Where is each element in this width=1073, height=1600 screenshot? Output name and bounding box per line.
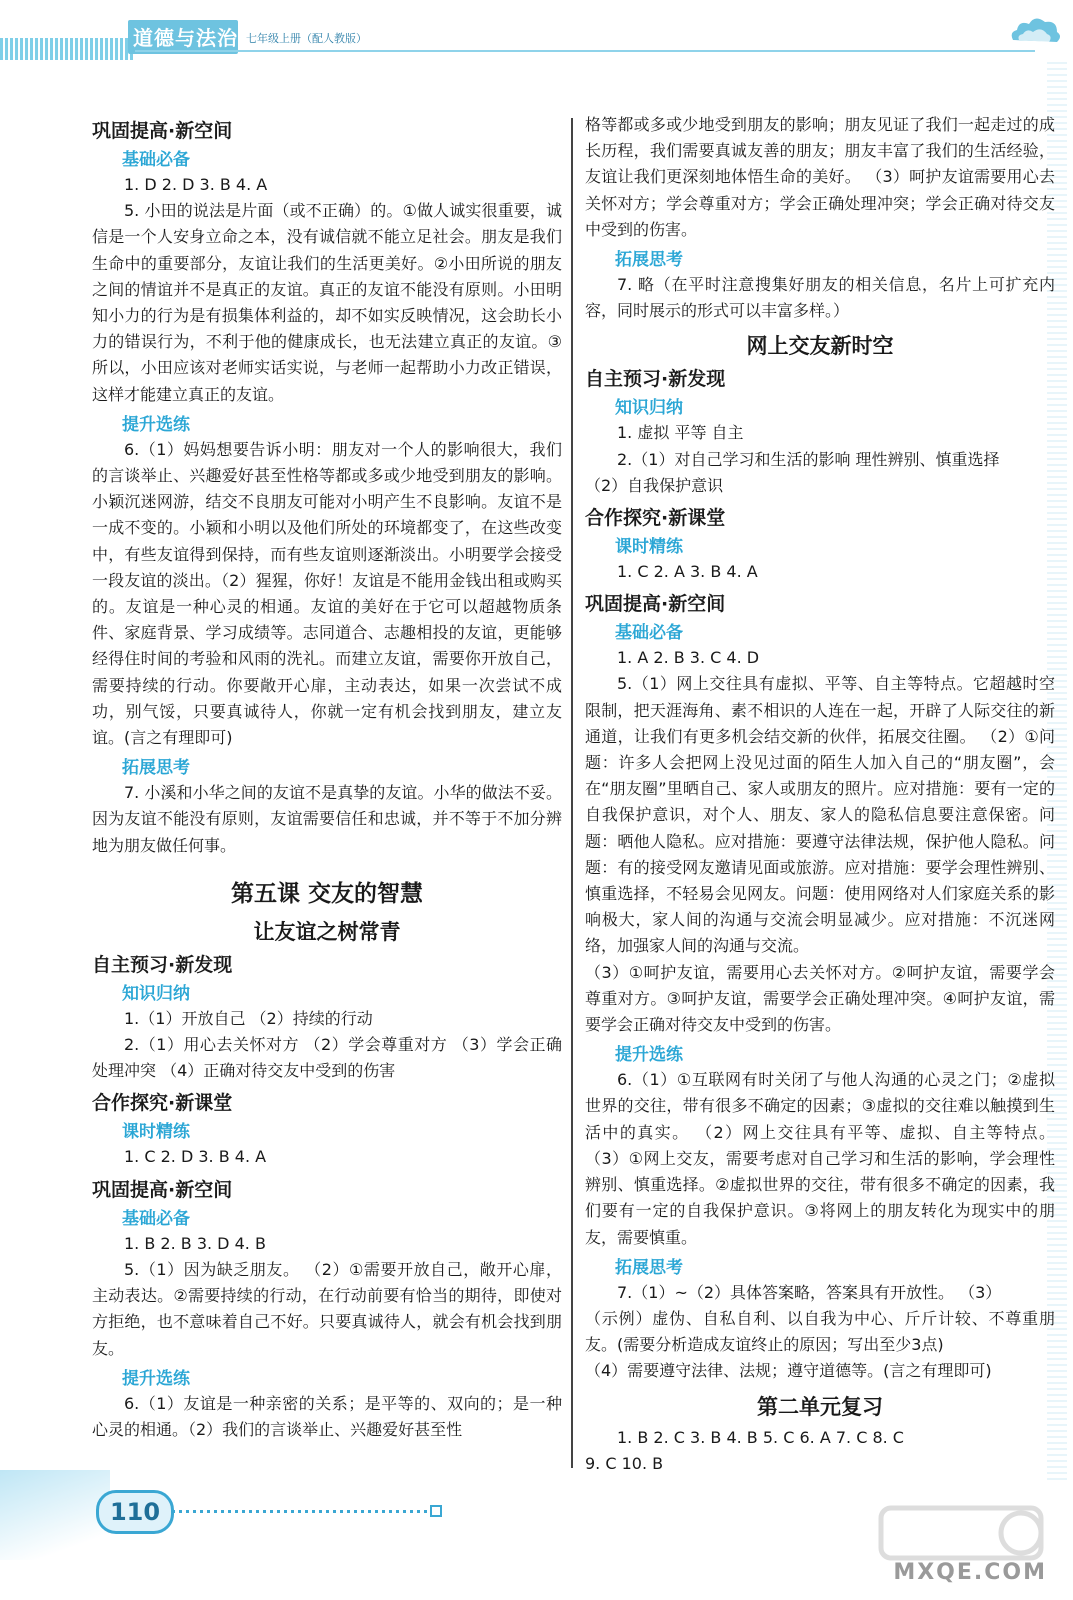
answer-paragraph: 1.（1）开放自己 （2）持续的行动 xyxy=(124,1008,373,1028)
subsection-heading: 知识归纳 xyxy=(122,983,190,1004)
answer-paragraph: 1. C 2. A 3. B 4. A xyxy=(617,562,758,582)
answer-paragraph: 格等都或多或少地受到朋友的影响；朋友见证了我们一起走过的成长历程，我们需要真诚友善的朋友；朋友丰富了我们的生活经验，友谊让我们更深刻地体悟生命的美好。 （3）呵护友谊需要用心去关怀对方；学会尊重对方；学会正确处理冲突；学会正确对待交友中受到的伤害。 xyxy=(585,115,1055,239)
header-stripes xyxy=(0,38,135,60)
subsection-heading: 课时精练 xyxy=(615,537,683,558)
section-heading: 巩固提高·新空间 xyxy=(92,1178,233,1201)
section-heading: 巩固提高·新空间 xyxy=(585,593,726,616)
answer-paragraph: （3）①呵护友谊，需要用心去关怀对方。②呵护友谊，需要学会尊重对方。③呵护友谊，需要学会正确处理冲突。④呵护友谊，需要学会正确对待交友中受到的伤害。 xyxy=(585,962,1055,1035)
section-heading: 合作探究·新课堂 xyxy=(92,1092,233,1115)
topic-title: 网上交友新时空 xyxy=(746,334,894,359)
answer-paragraph: 7. 略（在平时注意搜集好朋友的相关信息，名片上可扩充内容，同时展示的形式可以丰富多样。） xyxy=(585,275,1055,321)
subsection-heading: 提升选练 xyxy=(615,1045,683,1066)
subsection-heading: 基础必备 xyxy=(122,150,190,170)
page-number: 110 xyxy=(96,1490,174,1534)
answer-paragraph: 9. C 10. B xyxy=(585,1453,664,1473)
book-subtitle: 七年级上册（配人教版） xyxy=(246,32,367,45)
answer-paragraph: 5.（1）因为缺乏朋友。 （2）①需要开放自己，敞开心扉，主动表达。②需要持续的行动，在行动前要有恰当的期待，即使对方拒绝，也不意味着自己不好。只要真诚待人，就会有机会找到朋友。 xyxy=(92,1259,562,1358)
subsection-heading: 课时精练 xyxy=(122,1122,190,1143)
book-title: 道德与法治 xyxy=(133,26,238,50)
answer-paragraph: 1. 虚拟 平等 自主 xyxy=(617,423,744,443)
answer-paragraph: （2）自我保护意识 xyxy=(585,475,724,495)
page-header xyxy=(0,0,1073,70)
answer-paragraph: 1. C 2. D 3. B 4. A xyxy=(124,1147,267,1167)
topic-title: 第二单元复习 xyxy=(757,1394,883,1419)
section-heading: 自主预习·新发现 xyxy=(585,368,726,391)
answer-paragraph: 7.（1）~（2）具体答案略，答案具有开放性。 （3） xyxy=(617,1282,1002,1302)
answer-paragraph: 7. 小溪和小华之间的友谊不是真挚的友谊。小华的做法不妥。因为友谊不能没有原则，友谊需要信任和忠诚，并不等于不加分辨地为朋友做任何事。 xyxy=(92,783,562,855)
header-rule xyxy=(135,50,1035,52)
cloud-icon xyxy=(1005,10,1065,50)
watermark-text: MXQE.COM xyxy=(893,1560,1047,1585)
lesson-title: 第五课 交友的智慧 xyxy=(230,880,423,907)
answer-paragraph: 1. D 2. D 3. B 4. A xyxy=(124,175,268,194)
answer-paragraph: 6.（1）友谊是一种亲密的关系；是平等的、双向的；是一种心灵的相通。（2）我们的言谈举止、兴趣爱好甚至性 xyxy=(92,1393,562,1439)
subsection-heading: 基础必备 xyxy=(615,623,683,644)
answer-paragraph: 1. A 2. B 3. C 4. D xyxy=(617,648,760,668)
subsection-heading: 拓展思考 xyxy=(615,250,683,271)
section-heading: 合作探究·新课堂 xyxy=(585,507,726,530)
answer-paragraph: 5. 小田的说法是片面（或不正确）的。①做人诚实很重要，诚信是一个人安身立命之本，没有诚信就不能立足社会。朋友是我们生命中的重要部分，友谊让我们的生活更美好。②小田所说的朋友之间的情谊并不是真正的友谊。真正的友谊不能没有原则。小田明知小力的行为是有损集体利益的，却不如实反映情况，这会助长小力的错误行为，不利于他的健康成长，也无法建立真正的友谊。③所以，小田应该对老师实话实说，与老师一起帮助小力改正错误，这样才能建立真正的友谊。 xyxy=(92,201,562,404)
subsection-heading: 拓展思考 xyxy=(122,758,190,779)
answer-paragraph: 1. B 2. B 3. D 4. B xyxy=(124,1233,266,1253)
topic-title: 让友谊之树常青 xyxy=(253,919,401,944)
footer-decoration xyxy=(0,1470,110,1560)
left-column xyxy=(92,112,562,1443)
column-divider xyxy=(571,118,573,1468)
answer-paragraph: （4）需要遵守法律、法规；遵守道德等。(言之有理即可) xyxy=(585,1361,992,1381)
answer-paragraph: 2.（1）对自己学习和生活的影响 理性辨别、慎重选择 xyxy=(617,449,1000,469)
subsection-heading: 提升选练 xyxy=(122,414,190,435)
answer-paragraph: 6.（1）妈妈想要告诉小明：朋友对一个人的影响很大，我们的言谈举止、兴趣爱好甚至性格等都或多或少地受到朋友的影响。小颖沉迷网游，结交不良朋友可能对小明产生不良影响。友谊不是一成不变的。小颖和小明以及他们所处的环境都变了，在这些改变中，有些友谊得到保持，而有些友谊则逐渐淡出。小明要学会接受一段友谊的淡出。（2）猩猩，你好！友谊是不能用金钱出租或购买的。友谊是一种心灵的相通。友谊的美好在于它可以超越物质条件、家庭背景、学习成绩等。志同道合、志趣相投的友谊，更能够经得住时间的考验和风雨的洗礼。而建立友谊，需要你开放自己，需要持续的行动。你要敞开心扉，主动表达，如果一次尝试不成功，别气馁，只要真诚待人，你就一定有机会找到朋友，建立友谊。(言之有理即可) xyxy=(92,439,562,748)
subsection-heading: 知识归纳 xyxy=(615,398,683,419)
section-heading: 巩固提高·新空间 xyxy=(92,120,233,142)
answer-paragraph: 2.（1）用心去关怀对方 （2）学会尊重对方 （3）学会正确处理冲突 （4）正确对待交友中受到的伤害 xyxy=(92,1035,562,1081)
footer-dotted-line xyxy=(172,1510,428,1513)
subsection-heading: 拓展思考 xyxy=(615,1257,683,1278)
answer-paragraph: 5.（1）网上交往具有虚拟、平等、自主等特点。它超越时空限制，把天涯海角、素不相识的人连在一起，开辟了人际交往的新通道，让我们有更多机会结交新的伙伴，拓展交往圈。 （2）①问题：许多人会把网上没见过面的陌生人加入自己的“朋友圈”，会在“朋友圈”里晒自己、家人或朋友的照片。应对措施：要有一定的自我保护意识，对个人、朋友、家人的隐私信息要注意保密。问题：晒他人隐私。应对措施：要遵守法律法规，保护他人隐私。问题：有的接受网友邀请见面或旅游。应对措施：要学会理性辨别、慎重选择，不轻易会见网友。问题：使用网络对人们家庭关系的影响极大，家人间的沟通与交流会明显减少。应对措施：不沉迷网络，加强家人间的沟通与交流。 xyxy=(585,674,1055,956)
right-column xyxy=(585,112,1055,1477)
footer-square xyxy=(430,1505,442,1517)
answer-paragraph: （示例）虚伪、自私自利、以自我为中心、斤斤计较、不尊重朋友。(需要分析造成友谊终止的原因；写出至少3点) xyxy=(585,1308,1055,1355)
subsection-heading: 提升选练 xyxy=(122,1368,190,1389)
answer-paragraph: 6.（1）①互联网有时关闭了与他人沟通的心灵之门；②虚拟世界的交往，带有很多不确定的因素；③虚拟的交往难以触摸到生活中的真实。 （2）网上交往具有平等、虚拟、自主等特点。 （3）①网上交友，需要考虑对自己学习和生活的影响，学会理性辨别、慎重选择。②虚拟世界的交往，带有很多不确定的因素，我们要有一定的自我保护意识。③将网上的朋友转化为现实中的朋友，需要慎重。 xyxy=(585,1070,1055,1247)
answer-paragraph: 1. B 2. C 3. B 4. B 5. C 6. A 7. C 8. C xyxy=(617,1427,904,1447)
subsection-heading: 基础必备 xyxy=(122,1208,190,1229)
section-heading: 自主预习·新发现 xyxy=(92,953,233,976)
